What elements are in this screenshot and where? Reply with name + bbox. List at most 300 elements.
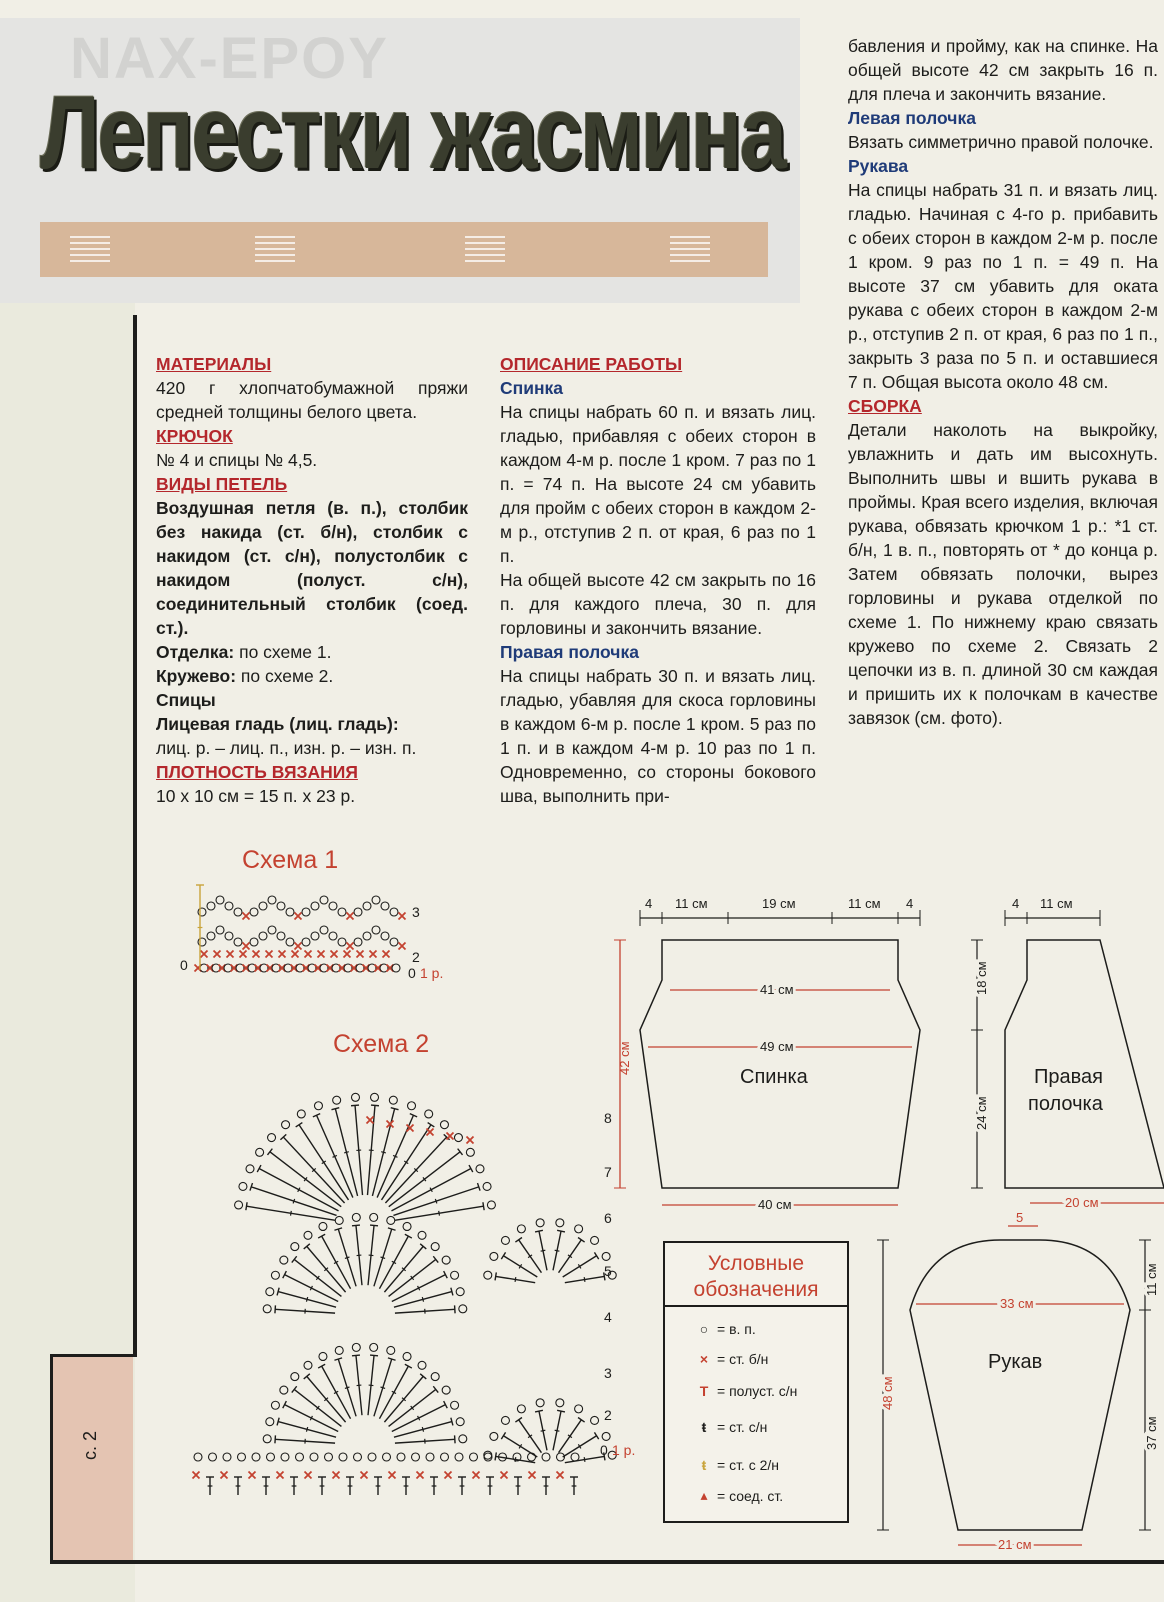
legend-item: [695, 1321, 756, 1337]
crochet-symbol: [344, 1152, 349, 1153]
crochet-symbol: [578, 1238, 585, 1243]
decor-mark: [670, 236, 710, 264]
decor-mark: [465, 236, 505, 264]
front-label-line1: Правая: [1034, 1066, 1103, 1088]
crochet-symbol: [397, 1453, 405, 1461]
crochet-symbol: [370, 1343, 378, 1351]
crochet-symbol: [418, 1361, 426, 1369]
materials-column: [156, 352, 468, 808]
schema2-row-label: 1 р.: [612, 1442, 636, 1458]
crochet-symbol: [495, 1452, 496, 1460]
front-label-line2: полочка: [1028, 1093, 1103, 1115]
crochet-symbol: [451, 1271, 459, 1279]
crochet-symbol: [428, 1123, 435, 1127]
crochet-symbol: [602, 1252, 610, 1260]
crochet-symbol: [441, 1453, 449, 1461]
legend-text: = ст. с/н: [717, 1419, 768, 1435]
crochet-symbol: [442, 1256, 450, 1264]
crochet-symbol: [201, 951, 208, 958]
legend-item: [695, 1487, 783, 1504]
sleeve-label: Рукав: [988, 1351, 1043, 1373]
crochet-symbol: [591, 1416, 599, 1424]
crochet-symbol: [306, 1297, 307, 1302]
crochet-symbol: [431, 1373, 439, 1381]
title-decor-strip: [40, 222, 768, 277]
crochet-symbol: [483, 1202, 484, 1210]
crochet-symbol: [352, 1225, 360, 1226]
front-bottom: 20 см: [1065, 1195, 1099, 1210]
crochet-symbol: [515, 1238, 522, 1243]
crochet-symbol: [557, 1472, 564, 1479]
crochet-symbol: [484, 1271, 492, 1279]
back-label: Спинка: [740, 1066, 808, 1088]
crochet-symbol: [501, 1236, 509, 1244]
schema2-row-label: 2: [604, 1407, 612, 1423]
crochet-symbol: [351, 1093, 359, 1101]
crochet-symbol: [501, 1252, 505, 1259]
crochet-symbol: [368, 1453, 376, 1461]
crochet-symbol: [249, 1472, 256, 1479]
legend-text: = в. п.: [717, 1321, 756, 1337]
crochet-symbol: [391, 1108, 399, 1110]
crochet-symbol: [194, 1453, 202, 1461]
sleeve-h37: 37 см: [1144, 1416, 1159, 1450]
trim-label: Отделка:: [156, 642, 235, 662]
crochet-symbol: [352, 1355, 360, 1356]
crochet-symbol: [296, 1453, 304, 1461]
crochet-symbol: [338, 938, 346, 946]
legend-item: [695, 1383, 797, 1399]
crochet-symbol: [296, 1123, 303, 1127]
crochet-symbol: [293, 1199, 295, 1204]
schema1-row-label: 3: [412, 904, 420, 920]
schema2-row-label: 5: [604, 1263, 612, 1279]
legend-text: = ст. с 2/н: [717, 1457, 780, 1473]
crochet-symbol: [501, 1472, 508, 1479]
schema1-row-label: 0: [180, 957, 188, 973]
back-width-49: 49 см: [760, 1039, 794, 1054]
legend-text: = ст. б/н: [717, 1351, 769, 1367]
sleeve-width-33: 33 см: [1000, 1296, 1034, 1311]
crochet-symbol: [354, 1453, 362, 1461]
page-number: с. 2: [80, 1430, 100, 1460]
crochet-symbol: [541, 1250, 546, 1251]
crochet-symbol: [557, 1230, 565, 1232]
crochet-symbol: [381, 1257, 386, 1258]
crochet-symbol: [515, 1418, 522, 1423]
crochet-symbol: [225, 902, 233, 910]
crochet-symbol: [390, 908, 398, 916]
crochet-symbol: [412, 1453, 420, 1461]
single-crochet-icon: ×: [699, 1351, 709, 1367]
crochet-symbol: [490, 1252, 498, 1260]
crochet-symbol: [306, 1427, 307, 1432]
hook-text: № 4 и спицы № 4,5.: [156, 450, 318, 470]
crochet-symbol: [542, 1453, 550, 1461]
right-front-paragraph-1: На спицы набрать 30 п. и вязать лиц. гладью, убавляя для скоса горловины в каждом 6-м р. после 1 кром. 5 раз по 1 п. и в каждом 4-м р. 10 раз по 1 п. Одновременно, со стороны бокового шва, выполнить при-: [500, 666, 816, 806]
crochet-symbol: [459, 1305, 467, 1313]
crochet-symbol: [207, 902, 215, 910]
back-dim: 4: [645, 896, 653, 911]
crochet-symbol: [487, 1201, 495, 1209]
crochet-symbol: [403, 1222, 411, 1230]
crochet-symbol: [305, 951, 312, 958]
crochet-symbol: [584, 1457, 585, 1462]
right-front-heading: Правая полочка: [500, 642, 639, 662]
crochet-symbol: [268, 896, 276, 904]
right-front-paragraph-2: бавления и пройму, как на спинке. На общей высоте 42 см закрыть 16 п. для плеча и закончить вязание.: [848, 36, 1158, 104]
front-h24: 24 см: [974, 1096, 989, 1130]
sleeve-piece: [877, 1210, 1159, 1552]
crochet-symbol: [354, 908, 362, 916]
crochet-symbol: [555, 1430, 560, 1431]
crochet-symbol: [422, 1297, 423, 1302]
crochet-symbol: [333, 1096, 341, 1104]
crochet-symbol: [370, 1213, 378, 1221]
crochet-symbol: [425, 1110, 433, 1118]
crochet-symbol: [591, 1236, 599, 1244]
legend-item: [695, 1419, 767, 1435]
crochet-symbol: [381, 902, 389, 910]
crochet-symbol: [286, 908, 294, 916]
crochet-symbol: [370, 951, 377, 958]
assembly-heading: СБОРКА: [848, 396, 922, 416]
crochet-symbol: [331, 1108, 339, 1110]
crochet-symbol: [259, 902, 267, 910]
crochet-symbol: [370, 1225, 378, 1226]
crochet-symbol: [271, 1401, 279, 1409]
crochet-symbol: [422, 1427, 423, 1432]
crochet-symbol: [286, 938, 294, 946]
crochet-symbol: [363, 902, 371, 910]
crochet-symbol: [575, 1225, 583, 1233]
schema2-row-label: 3: [604, 1365, 612, 1381]
crochet-symbol: [431, 1243, 439, 1251]
legend-item: [695, 1457, 779, 1473]
gauge-heading: ПЛОТНОСТЬ ВЯЗАНИЯ: [156, 762, 358, 782]
crochet-symbol: [392, 964, 400, 972]
back-dim: 11 см: [675, 896, 708, 911]
crochet-symbol: [266, 951, 273, 958]
crochet-symbol: [320, 896, 328, 904]
crochet-symbol: [250, 908, 258, 916]
crochet-symbol: [282, 1121, 290, 1129]
needles-label: Спицы: [156, 690, 216, 710]
crochet-symbol: [266, 1418, 274, 1426]
crochet-symbol: [198, 908, 206, 916]
schema2-diagram: [180, 1065, 640, 1535]
crochet-symbol: [281, 1453, 289, 1461]
crochet-symbol: [333, 1472, 340, 1479]
crochet-symbol: [602, 1432, 610, 1440]
crochet-symbol: [555, 1250, 560, 1251]
left-front-paragraph: Вязать симметрично правой полочке.: [848, 132, 1154, 152]
crochet-symbol: [383, 951, 390, 958]
crochet-symbol: [280, 1256, 288, 1264]
crochet-symbol: [594, 1432, 598, 1439]
crochet-symbol: [403, 1352, 411, 1360]
crochet-symbol: [536, 1399, 544, 1407]
schema2-row-label: 6: [604, 1210, 612, 1226]
crochet-symbol: [302, 908, 310, 916]
crochet-symbol: [277, 932, 285, 940]
legend-divider: [665, 1305, 847, 1307]
crochet-symbol: [541, 1430, 546, 1431]
crochet-symbol: [399, 913, 406, 920]
legend-text: = соед. ст.: [717, 1487, 784, 1504]
crochet-symbol: [239, 1182, 247, 1190]
crochet-symbol: [267, 1453, 275, 1461]
back-dim: 11 см: [848, 896, 881, 911]
crochet-symbol: [455, 1453, 463, 1461]
crochet-symbol: [292, 951, 299, 958]
crochet-symbol: [325, 1453, 333, 1461]
work-description-column: [500, 352, 816, 808]
sleeves-heading: Рукава: [848, 156, 909, 176]
crochet-symbol: [454, 1134, 462, 1142]
crochet-symbol: [225, 932, 233, 940]
front-h18: 18 см: [974, 961, 989, 995]
page-title: Лепестки жасмина: [40, 75, 785, 191]
crochet-symbol: [253, 951, 260, 958]
crochet-symbol: [501, 1416, 509, 1424]
crochet-symbol: [347, 913, 354, 920]
crochet-symbol: [476, 1165, 484, 1173]
schema2-title: Схема 2: [333, 1030, 430, 1058]
right-front-piece: [971, 896, 1164, 1210]
crochet-symbol: [363, 932, 371, 940]
crochet-symbol: [387, 1346, 395, 1354]
frame-line: [50, 1560, 1164, 1564]
crochet-symbol: [235, 1201, 243, 1209]
left-front-heading: Левая полочка: [848, 108, 976, 128]
crochet-symbol: [275, 1435, 276, 1443]
crochet-symbol: [370, 1355, 378, 1356]
crochet-symbol: [383, 1453, 391, 1461]
crochet-symbol: [297, 1110, 305, 1118]
crochet-symbol: [389, 1472, 396, 1479]
crochet-symbol: [221, 1472, 228, 1479]
crochet-symbol: [473, 1472, 480, 1479]
crochet-symbol: [435, 1199, 437, 1204]
back-piece: [614, 890, 920, 1212]
crochet-symbol: [234, 908, 242, 916]
crochet-symbol: [319, 1352, 327, 1360]
lace-text: по схеме 2.: [240, 666, 334, 686]
legend-text: = полуст. с/н: [717, 1383, 798, 1399]
schema2-row-label: 4: [604, 1309, 612, 1325]
crochet-symbol: [335, 1346, 343, 1354]
crochet-symbol: [418, 1231, 426, 1239]
crochet-symbol: [311, 932, 319, 940]
crochet-symbol: [354, 938, 362, 946]
crochet-symbol: [594, 1252, 598, 1259]
treble-crochet-icon: ŧ: [701, 1457, 707, 1473]
back-width-40: 40 см: [758, 1197, 792, 1212]
crochet-symbol: [490, 1432, 498, 1440]
crochet-symbol: [501, 1432, 505, 1439]
crochet-symbol: [214, 951, 221, 958]
frame-line: [133, 315, 137, 1355]
crochet-symbol: [256, 1148, 264, 1156]
crochet-symbol: [304, 1361, 312, 1369]
crochet-symbol: [466, 1148, 474, 1156]
crochet-symbol: [209, 1453, 217, 1461]
slip-stitch-icon: ▴: [700, 1487, 708, 1503]
materials-heading: МАТЕРИАЛЫ: [156, 354, 272, 374]
trim-text: по схеме 1.: [239, 642, 332, 662]
legend-title: Условные обозначения: [693, 1252, 819, 1301]
crochet-symbol: [367, 1117, 374, 1124]
crochet-symbol: [352, 1343, 360, 1351]
legend: [663, 1241, 849, 1523]
sleeve-h11: 11 см: [1144, 1263, 1159, 1296]
crochet-symbol: [279, 951, 286, 958]
crochet-symbol: [495, 1272, 496, 1280]
schema1-diagram: [180, 880, 460, 1000]
crochet-symbol: [277, 1472, 284, 1479]
crochet-symbol: [266, 1288, 274, 1296]
crochet-symbol: [238, 1453, 246, 1461]
crochet-symbol: [344, 951, 351, 958]
crochet-symbol: [371, 1093, 379, 1101]
stockinette-text: лиц. р. – лиц. п., изн. р. – изн. п.: [156, 738, 417, 758]
crochet-symbol: [277, 902, 285, 910]
schema1-title: Схема 1: [242, 846, 339, 874]
crochet-symbol: [351, 1105, 359, 1106]
sleeves-paragraph: На спицы набрать 31 п. и вязать лиц. гладью. Начиная с 4-го р. прибавить с обеих сторон в каждом 2-м р. после 1 кром. 9 раз по 1 п. = 49 п. На высоте 37 см убавить для оката рукава с обеих сторон в каждом 2-м р., отступив 2 п. от края, 6 раз по 1 п., закрыть 3 раза по 5 п. и оставшиеся 7 п. Общая высота около 48 см.: [848, 180, 1158, 392]
crochet-symbol: [529, 1472, 536, 1479]
header-ghost-text: NAX-EPOY: [70, 26, 389, 91]
crochet-symbol: [390, 938, 398, 946]
front-dim: 11 см: [1040, 896, 1073, 911]
crochet-symbol: [310, 1453, 318, 1461]
crochet-symbol: [556, 1399, 564, 1407]
crochet-symbol: [268, 926, 276, 934]
crochet-symbol: [575, 1405, 583, 1413]
crochet-symbol: [271, 1271, 279, 1279]
schema2-row-label: 0: [600, 1442, 608, 1458]
back-height: 42 см: [617, 1041, 632, 1075]
crochet-symbol: [381, 1387, 386, 1388]
crochet-symbol: [381, 1152, 386, 1153]
crochet-symbol: [295, 913, 302, 920]
crochet-symbol: [216, 926, 224, 934]
crochet-symbol: [387, 1216, 395, 1224]
crochet-symbol: [372, 896, 380, 904]
crochet-symbol: [456, 1288, 464, 1296]
crochet-symbol: [459, 1435, 467, 1443]
crochet-symbol: [311, 902, 319, 910]
back-width-41: 41 см: [760, 982, 794, 997]
continued-column: [848, 34, 1158, 730]
legend-item: [695, 1351, 768, 1367]
crochet-symbol: [223, 1453, 231, 1461]
crochet-symbol: [381, 932, 389, 940]
crochet-symbol: [439, 1211, 440, 1216]
sleeve-bottom: 21 см: [998, 1537, 1032, 1552]
schema1-row-label: 0: [408, 965, 416, 981]
crochet-symbol: [556, 1219, 564, 1227]
back-paragraph-1: На спицы набрать 60 п. и вязать лиц. гладью, прибавляя с обеих сторон в каждом 4-м р. после 1 кром. 7 раз по 1 п. = 74 п. На высоте 24 см убавить для пройм с обеих сторон в каждом 2-м р., отступив 2 п. от края, 6 раз по 1 п.: [500, 402, 816, 566]
crochet-symbol: [246, 1165, 254, 1173]
back-heading: Спинка: [500, 378, 564, 398]
crochet-symbol: [467, 1137, 474, 1144]
crochet-symbol: [483, 1182, 491, 1190]
crochet-symbol: [268, 1134, 276, 1142]
schema2-symbols: [193, 1093, 617, 1495]
crochet-symbol: [304, 1231, 312, 1239]
lace-label: Кружево:: [156, 666, 237, 686]
crochet-symbol: [535, 1230, 543, 1232]
crochet-symbol: [455, 1305, 456, 1313]
crochet-symbol: [442, 1386, 450, 1394]
crochet-symbol: [357, 951, 364, 958]
crochet-symbol: [345, 1257, 350, 1258]
crochet-symbol: [280, 1386, 288, 1394]
crochet-symbol: [331, 951, 338, 958]
double-crochet-icon: ŧ: [701, 1419, 707, 1435]
gauge-text: 10 x 10 см = 15 п. x 23 р.: [156, 786, 356, 806]
crochet-symbol: [305, 1472, 312, 1479]
crochet-symbol: [240, 951, 247, 958]
materials-text: 420 г хлопчатобумажной пряжи средней толщины белого цвета.: [156, 378, 468, 422]
sleeve-height-48: 48 см: [880, 1376, 895, 1410]
crochet-symbol: [252, 1453, 260, 1461]
crochet-symbol: [578, 1418, 585, 1423]
crochet-symbol: [427, 1129, 434, 1136]
crochet-symbol: [329, 902, 337, 910]
work-description-heading: ОПИСАНИЕ РАБОТЫ: [500, 354, 683, 374]
back-dim: 19 см: [762, 896, 796, 911]
crochet-symbol: [417, 1472, 424, 1479]
schema1-row-label: 2: [412, 949, 420, 965]
crochet-symbol: [455, 1435, 456, 1443]
crochet-symbol: [246, 1202, 247, 1210]
crochet-symbol: [447, 1133, 454, 1140]
crochet-symbol: [399, 943, 406, 950]
crochet-symbol: [207, 932, 215, 940]
crochet-symbol: [515, 1277, 516, 1282]
back-dim: 4: [906, 896, 914, 911]
crochet-symbol: [451, 1401, 459, 1409]
crochet-symbol: [291, 1243, 299, 1251]
crochet-symbol: [515, 1457, 516, 1462]
crochet-symbol: [338, 908, 346, 916]
crochet-symbol: [243, 943, 250, 950]
crochet-symbol: [440, 1121, 448, 1129]
stitch-types-heading: ВИДЫ ПЕТЕЛЬ: [156, 474, 288, 494]
crochet-symbol: [198, 938, 206, 946]
crochet-symbol: [291, 1373, 299, 1381]
crochet-symbol: [458, 1149, 463, 1155]
crochet-symbol: [456, 1418, 464, 1426]
crochet-symbol: [329, 932, 337, 940]
crochet-symbol: [361, 1472, 368, 1479]
crochet-symbol: [267, 1149, 272, 1155]
crochet-symbol: [584, 1277, 585, 1282]
crochet-symbol: [557, 1410, 565, 1412]
back-paragraph-2: На общей высоте 42 см закрыть по 16 п. для каждого плеча, 30 п. для горловины и закончить вязание.: [500, 570, 816, 638]
crochet-symbol: [408, 1102, 416, 1110]
crochet-symbol: [263, 1435, 271, 1443]
schema1-row-label: 1 р.: [420, 965, 444, 981]
decor-mark: [255, 236, 295, 264]
crochet-symbol: [193, 1472, 200, 1479]
crochet-symbol: [571, 1453, 579, 1461]
crochet-symbol: [320, 926, 328, 934]
crochet-symbol: [345, 1387, 350, 1388]
